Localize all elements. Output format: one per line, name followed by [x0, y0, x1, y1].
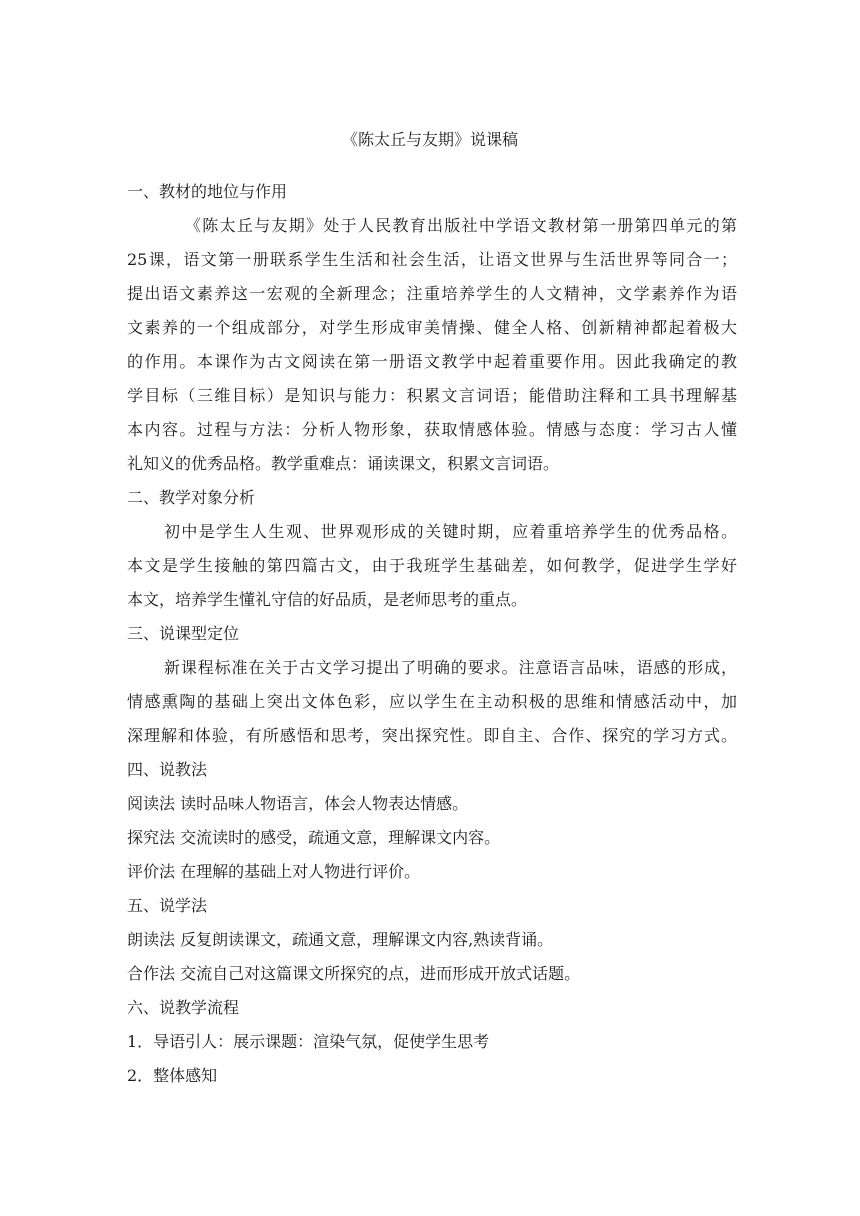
paragraph-line: 本内容。过程与方法：分析人物形象，获取情感体验。情感与态度：学习古人懂 — [127, 420, 737, 439]
paragraph-line: 本文是学生接触的第四篇古文，由于我班学生基础差，如何教学，促进学生学好 — [127, 556, 737, 575]
paragraph-line: 初中是学生人生观、世界观形成的关键时期，应着重培养学生的优秀品格。 — [164, 522, 737, 541]
flow-step: 1．导语引人：展示课题：渲染气氛，促使学生思考 — [127, 1032, 490, 1051]
paragraph-line: 学目标（三维目标）是知识与能力：积累文言词语；能借助注释和工具书理解基 — [127, 386, 737, 405]
paragraph-line: 文素养的一个组成部分，对学生形成审美情操、健全人格、创新精神都起着极大 — [127, 318, 737, 337]
method-line: 探究法 交流读时的感受，疏通文意，理解课文内容。 — [127, 828, 501, 847]
paragraph-line: 提出语文素养这一宏观的全新理念；注重培养学生的人文精神，文学素养作为语 — [127, 284, 737, 303]
section-heading: 二、教学对象分析 — [127, 488, 256, 507]
section-heading: 六、说教学流程 — [127, 998, 240, 1017]
paragraph-line: 的作用。本课作为古文阅读在第一册语文教学中起着重要作用。因此我确定的教 — [127, 352, 737, 371]
paragraph-line: 礼知义的优秀品格。教学重难点：诵读课文，积累文言词语。 — [127, 454, 560, 473]
section-heading: 四、说教法 — [127, 760, 208, 779]
section-heading: 一、教材的地位与作用 — [127, 182, 288, 201]
method-line: 合作法 交流自己对这篇课文所探究的点，进而形成开放式话题。 — [127, 964, 581, 983]
method-line: 朗读法 反复朗读课文，疏通文意，理解课文内容,熟读背诵。 — [127, 930, 554, 949]
paragraph-line: 情感熏陶的基础上突出文体色彩，应以学生在主动积极的思维和情感活动中，加 — [127, 692, 737, 711]
paragraph-line: 新课程标准在关于古文学习提出了明确的要求。注意语言品味，语感的形成， — [164, 658, 737, 677]
section-heading: 三、说课型定位 — [127, 624, 240, 643]
paragraph-line: 《陈太丘与友期》处于人民教育出版社中学语文教材第一册第四单元的第 — [185, 216, 737, 235]
paragraph-line: 本文，培养学生懂礼守信的好品质，是老师思考的重点。 — [127, 590, 528, 609]
method-line: 评价法 在理解的基础上对人物进行评价。 — [127, 862, 421, 881]
method-line: 阅读法 读时品味人物语言，体会人物表达情感。 — [127, 794, 469, 813]
paragraph-line: 深理解和体验，有所感悟和思考，突出探究性。即自主、合作、探究的学习方式。 — [127, 726, 737, 745]
flow-step: 2．整体感知 — [127, 1066, 218, 1085]
paragraph-line: 25课，语文第一册联系学生生活和社会生活，让语文世界与生活世界等同合一； — [127, 250, 737, 269]
section-heading: 五、说学法 — [127, 896, 208, 915]
document-title: 《陈太丘与友期》说课稿 — [341, 130, 518, 149]
